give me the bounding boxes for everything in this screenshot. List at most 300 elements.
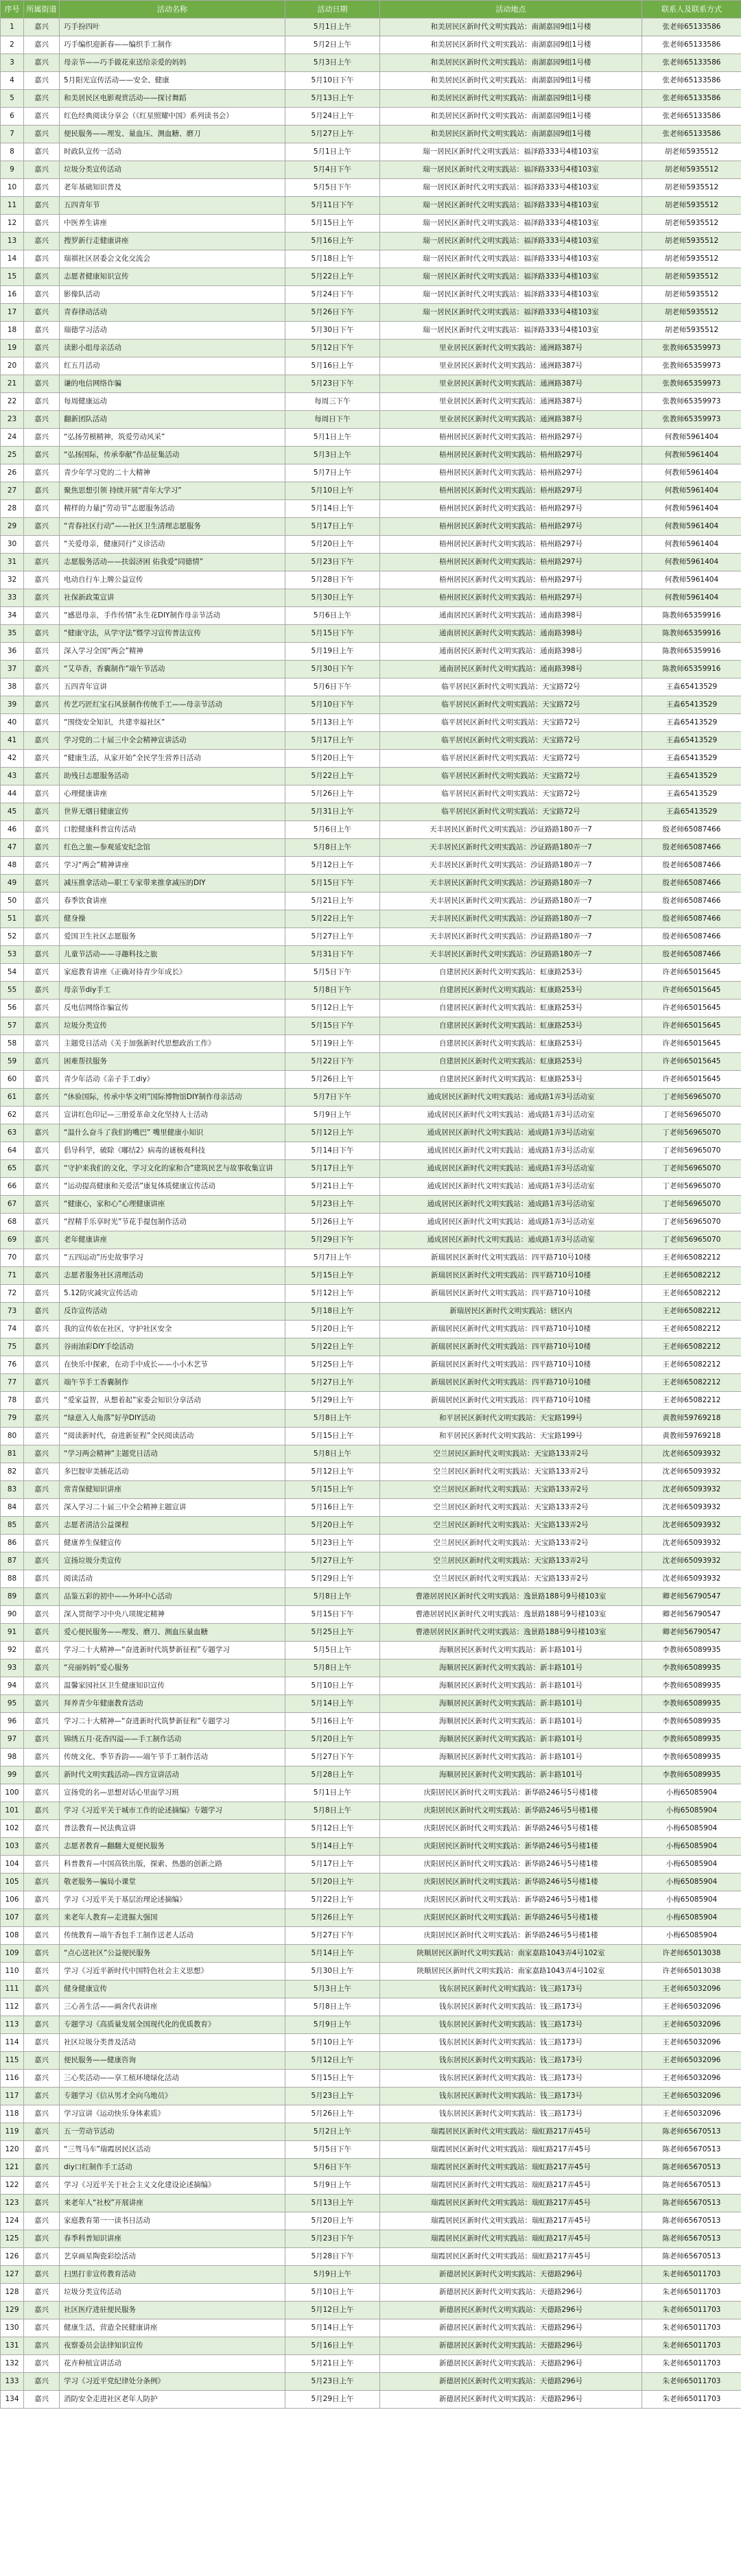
table-row [1, 1891, 741, 1909]
cell-contact: 张教师65359973 [642, 340, 741, 357]
cell-activity-date: 5月29日上午 [285, 1570, 380, 1588]
cell-activity-name: 社区医疗进驻便民服务 [60, 2302, 285, 2319]
cell-activity-name: 便民服务——理发、量血压、测血糖、磨刀 [60, 126, 285, 143]
table-row [1, 1784, 741, 1802]
cell-activity-name: 红色之旅—参观延安纪念馆 [60, 839, 285, 857]
cell-street: 嘉兴 [24, 1820, 60, 1838]
table-row [1, 1552, 741, 1570]
table-row [1, 982, 741, 1000]
cell-activity-location: 新瑞居民区新时代文明实践站：四平路710号10楼 [380, 1338, 642, 1356]
cell-activity-name: 儿童节活动——寻趣科技之旅 [60, 946, 285, 964]
cell-activity-location: 天丰居民区新时代文明实践站：沙证路路180弄一7 [380, 910, 642, 928]
table-row [1, 357, 741, 375]
cell-activity-location: 天丰居民区新时代文明实践站：沙证路路180弄一7 [380, 839, 642, 857]
cell-activity-date: 5月30日上午 [285, 1963, 380, 1981]
cell-street: 嘉兴 [24, 1731, 60, 1749]
cell-contact: 丁老师56965070 [642, 1231, 741, 1249]
cell-index: 42 [1, 750, 24, 768]
cell-index: 112 [1, 1998, 24, 2016]
cell-index: 121 [1, 2159, 24, 2177]
cell-contact: 许老师65015645 [642, 1053, 741, 1071]
cell-activity-location: 瑞一居民区新时代文明实践站：福泽路333号4楼103室 [380, 215, 642, 233]
cell-street: 嘉兴 [24, 785, 60, 803]
cell-index: 9 [1, 161, 24, 179]
cell-activity-date: 5月9日上午 [285, 2177, 380, 2195]
cell-street: 嘉兴 [24, 1428, 60, 1445]
cell-activity-name: 在快乐中探索，在动手中成长——小小木艺节 [60, 1356, 285, 1374]
cell-index: 89 [1, 1588, 24, 1606]
cell-street: 嘉兴 [24, 1000, 60, 1017]
cell-activity-date: 5月26日下午 [285, 304, 380, 322]
cell-contact: 王淼65413529 [642, 785, 741, 803]
cell-activity-date: 5月7日上午 [285, 1249, 380, 1267]
cell-street: 嘉兴 [24, 2212, 60, 2230]
cell-activity-name: 学习《习近平关于基层治理论述摘编》 [60, 1891, 285, 1909]
cell-index: 11 [1, 197, 24, 215]
cell-activity-name: 减压推拿活动—职工专家带来推拿减压的DIY [60, 875, 285, 893]
header-contact: 联系人及联系方式 [642, 1, 741, 19]
table-row [1, 1035, 741, 1053]
cell-activity-date: 5月30日下午 [285, 661, 380, 678]
cell-index: 105 [1, 1874, 24, 1891]
cell-activity-name: 三心善生活——画舍代表讲座 [60, 1998, 285, 2016]
cell-index: 64 [1, 1142, 24, 1160]
cell-activity-date: 5月5日上午 [285, 1642, 380, 1659]
cell-activity-name: 每周健康运动 [60, 393, 285, 411]
cell-activity-date: 5月23日上午 [285, 1535, 380, 1552]
cell-activity-location: 陕顺居民区新时代文明实践站：南家嘉路1043弄4号102室 [380, 1963, 642, 1981]
cell-index: 132 [1, 2355, 24, 2373]
cell-activity-name: 学习《习近平关于城市工作的论述摘编》专题学习 [60, 1802, 285, 1820]
cell-activity-location: 钱东居民区新时代文明实践站：钱三路173号 [380, 2034, 642, 2052]
cell-index: 107 [1, 1909, 24, 1927]
cell-index: 32 [1, 571, 24, 589]
cell-activity-location: 和美居民区新时代文明实践站：南湖嘉园9组1号楼 [380, 90, 642, 108]
cell-activity-name: 谦的电信网络诈骗 [60, 375, 285, 393]
cell-activity-location: 新德居民区新时代文明实践站：天德路296号 [380, 2266, 642, 2284]
cell-contact: 殷老师65087466 [642, 857, 741, 875]
cell-street: 嘉兴 [24, 1891, 60, 1909]
cell-street: 嘉兴 [24, 696, 60, 714]
cell-street: 嘉兴 [24, 2284, 60, 2302]
cell-index: 13 [1, 233, 24, 250]
cell-activity-name: 社保新政策宣讲 [60, 589, 285, 607]
cell-activity-name: 艺享画星陶瓷彩绘活动 [60, 2248, 285, 2266]
cell-activity-location: 瑞霞居民区新时代文明实践站：瑞虹路217弄45号 [380, 2195, 642, 2212]
cell-contact: 何教师5961404 [642, 429, 741, 447]
cell-activity-location: 和美居民区新时代文明实践站：南湖嘉园9组1号楼 [380, 19, 642, 36]
cell-activity-date: 5月13日上午 [285, 90, 380, 108]
cell-activity-date: 5月27日下午 [285, 1927, 380, 1945]
cell-activity-date: 5月12日上午 [285, 1124, 380, 1142]
cell-index: 72 [1, 1285, 24, 1303]
cell-street: 嘉兴 [24, 1802, 60, 1820]
cell-street: 嘉兴 [24, 910, 60, 928]
cell-activity-date: 5月14日上午 [285, 2319, 380, 2337]
cell-contact: 陈教师65359916 [642, 661, 741, 678]
cell-street: 嘉兴 [24, 1856, 60, 1874]
cell-index: 45 [1, 803, 24, 821]
cell-activity-date: 5月16日上午 [285, 1713, 380, 1731]
table-row [1, 2105, 741, 2123]
cell-activity-date: 5月14日上午 [285, 1945, 380, 1963]
table-row [1, 161, 741, 179]
cell-index: 37 [1, 661, 24, 678]
table-row [1, 857, 741, 875]
cell-index: 79 [1, 1410, 24, 1428]
table-row [1, 2248, 741, 2266]
cell-activity-name: 宣讲红色印记—三册爱革命文化坚持人士活动 [60, 1107, 285, 1124]
cell-activity-location: 自建居民区新时代文明实践站：虹康路253号 [380, 1000, 642, 1017]
cell-activity-name: 阅读活动 [60, 1570, 285, 1588]
table-row [1, 1713, 741, 1731]
table-row [1, 233, 741, 250]
cell-activity-date: 5月19日上午 [285, 1035, 380, 1053]
cell-activity-location: 新瑞居民区新时代文明实践站：四平路710号10楼 [380, 1321, 642, 1338]
table-row [1, 946, 741, 964]
cell-contact: 小梅65085904 [642, 1856, 741, 1874]
cell-contact: 朱老师65011703 [642, 2337, 741, 2355]
cell-contact: 许老师65015645 [642, 964, 741, 982]
cell-contact: 李教师65089935 [642, 1713, 741, 1731]
cell-activity-location: 通南居民区新时代文明实践站：通南路398号 [380, 607, 642, 625]
cell-contact: 胡老师5935512 [642, 322, 741, 340]
cell-activity-name: 专题学习《高质量发展全国现代化的优质教育》 [60, 2016, 285, 2034]
cell-activity-date: 5月15日下午 [285, 1017, 380, 1035]
cell-activity-name: “捏精手乐享时光”节花手提包制作活动 [60, 1214, 285, 1231]
cell-activity-date: 5月16日上午 [285, 357, 380, 375]
cell-index: 47 [1, 839, 24, 857]
cell-activity-location: 新瑞居民区新时代文明实践站：四平路710号10楼 [380, 1267, 642, 1285]
cell-activity-date: 5月2日上午 [285, 2123, 380, 2141]
cell-activity-location: 通南居民区新时代文明实践站：通南路398号 [380, 625, 642, 643]
cell-street: 嘉兴 [24, 2355, 60, 2373]
cell-activity-date: 5月15日上午 [285, 1428, 380, 1445]
cell-activity-location: 瑞霞居民区新时代文明实践站：瑞虹路217弄45号 [380, 2123, 642, 2141]
cell-contact: 王淼65413529 [642, 678, 741, 696]
cell-street: 嘉兴 [24, 1231, 60, 1249]
cell-activity-location: 曹港居居民区新时代文明实践站：逸景路188号9号楼103室 [380, 1606, 642, 1624]
cell-activity-location: 天丰居民区新时代文明实践站：沙证路路180弄一7 [380, 893, 642, 910]
cell-activity-location: 瑞霞居民区新时代文明实践站：瑞虹路217弄45号 [380, 2177, 642, 2195]
table-row [1, 1963, 741, 1981]
cell-activity-name: 翻新团队活动 [60, 411, 285, 429]
cell-contact: 何教师5961404 [642, 482, 741, 500]
cell-activity-name: 反电信网络诈骗宣传 [60, 1000, 285, 1017]
cell-activity-date: 5月28日下午 [285, 2248, 380, 2266]
table-row [1, 19, 741, 36]
cell-activity-location: 庆阳居民区新时代文明实践站：新华路246号5号楼1楼 [380, 1856, 642, 1874]
cell-contact: 何教师5961404 [642, 589, 741, 607]
cell-activity-date: 5月31日上午 [285, 803, 380, 821]
cell-contact: 朱老师65011703 [642, 2373, 741, 2391]
cell-activity-date: 5月13日上午 [285, 2195, 380, 2212]
cell-activity-date: 5月16日上午 [285, 2337, 380, 2355]
table-row [1, 839, 741, 857]
cell-activity-name: “弘扬劳模精神，筑爱劳动风采” [60, 429, 285, 447]
cell-activity-name: “温什么奋斗了我们的嘴巴” 嘴里健康小知识 [60, 1124, 285, 1142]
cell-contact: 王老师65082212 [642, 1338, 741, 1356]
cell-activity-name: “艾草香，香囊制作”端午节活动 [60, 661, 285, 678]
cell-street: 嘉兴 [24, 179, 60, 197]
cell-activity-date: 5月6日下午 [285, 2159, 380, 2177]
cell-activity-date: 5月4日下午 [285, 161, 380, 179]
cell-contact: 王老师65082212 [642, 1285, 741, 1303]
cell-street: 嘉兴 [24, 607, 60, 625]
cell-activity-name: 科普教育—中国高铁出版，探索、热愚的创新之路 [60, 1856, 285, 1874]
table-row [1, 1428, 741, 1445]
table-row [1, 2123, 741, 2141]
table-row [1, 1945, 741, 1963]
cell-activity-date: 5月28日上午 [285, 1766, 380, 1784]
cell-activity-location: 瑞一居民区新时代文明实践站：福泽路333号4楼103室 [380, 233, 642, 250]
cell-contact: 王老师65032096 [642, 2052, 741, 2070]
cell-activity-date: 5月14日上午 [285, 1695, 380, 1713]
cell-activity-location: 空兰居民区新时代文明实践站：天宝路133弄2号 [380, 1517, 642, 1535]
cell-activity-location: 和美居民区新时代文明实践站：南湖嘉园9组1号楼 [380, 54, 642, 72]
table-row [1, 250, 741, 268]
table-row [1, 304, 741, 322]
cell-index: 100 [1, 1784, 24, 1802]
cell-activity-name: 志愿者服务社区清理活动 [60, 1267, 285, 1285]
cell-activity-location: 通成居民区新时代文明实践站：通成路1弄3号活动室 [380, 1089, 642, 1107]
cell-street: 嘉兴 [24, 2230, 60, 2248]
cell-activity-name: “围绕安全知识，共建幸福社区” [60, 714, 285, 732]
cell-activity-date: 5月8日上午 [285, 839, 380, 857]
cell-index: 2 [1, 36, 24, 54]
cell-index: 130 [1, 2319, 24, 2337]
cell-activity-date: 5月15日上午 [285, 215, 380, 233]
cell-activity-date: 5月8日下午 [285, 982, 380, 1000]
cell-index: 19 [1, 340, 24, 357]
cell-street: 嘉兴 [24, 1035, 60, 1053]
table-row [1, 1909, 741, 1927]
table-row [1, 2355, 741, 2373]
cell-street: 嘉兴 [24, 36, 60, 54]
cell-street: 嘉兴 [24, 286, 60, 304]
cell-street: 嘉兴 [24, 1838, 60, 1856]
cell-activity-location: 自建居民区新时代文明实践站：虹康路253号 [380, 1071, 642, 1089]
cell-activity-name: 聚焦思想引领 持续开展“青年大学习” [60, 482, 285, 500]
cell-activity-name: 我的宣传依在社区，守护社区安全 [60, 1321, 285, 1338]
table-row [1, 803, 741, 821]
table-row [1, 1356, 741, 1374]
cell-street: 嘉兴 [24, 357, 60, 375]
cell-street: 嘉兴 [24, 2266, 60, 2284]
cell-index: 18 [1, 322, 24, 340]
cell-contact: 殷老师65087466 [642, 946, 741, 964]
cell-index: 30 [1, 536, 24, 554]
cell-street: 嘉兴 [24, 839, 60, 857]
cell-activity-date: 5月26日上午 [285, 1214, 380, 1231]
cell-activity-date: 5月3日上午 [285, 54, 380, 72]
cell-street: 嘉兴 [24, 1659, 60, 1677]
cell-activity-location: 庆阳居民区新时代文明实践站：新华路246号5号楼1楼 [380, 1874, 642, 1891]
cell-activity-date: 5月3日上午 [285, 1981, 380, 1998]
cell-activity-name: 电动自行车上牌公益宣传 [60, 571, 285, 589]
table-row [1, 2212, 741, 2230]
cell-activity-name: 爱心便民服务——理发、磨刀、测血压量血糖 [60, 1624, 285, 1642]
cell-contact: 李教师65089935 [642, 1659, 741, 1677]
cell-contact: 朱老师65011703 [642, 2266, 741, 2284]
cell-activity-location: 庆阳居民区新时代文明实践站：新华路246号5号楼1楼 [380, 1891, 642, 1909]
cell-index: 12 [1, 215, 24, 233]
table-row [1, 2159, 741, 2177]
table-row [1, 1981, 741, 1998]
cell-index: 3 [1, 54, 24, 72]
table-row [1, 2088, 741, 2105]
cell-activity-name: 口腔健康科普宣传活动 [60, 821, 285, 839]
cell-index: 117 [1, 2088, 24, 2105]
cell-activity-location: 通成居民区新时代文明实践站：通成路1弄3号活动室 [380, 1214, 642, 1231]
cell-contact: 张老师65133586 [642, 19, 741, 36]
cell-street: 嘉兴 [24, 2141, 60, 2159]
cell-activity-location: 临平居民区新时代文明实践站：天宝路72号 [380, 785, 642, 803]
cell-activity-name: 困难帮扶服务 [60, 1053, 285, 1071]
table-row [1, 1445, 741, 1463]
cell-contact: 陈老师65670513 [642, 2141, 741, 2159]
cell-contact: 张老师65133586 [642, 90, 741, 108]
cell-activity-location: 天丰居民区新时代文明实践站：沙证路路180弄一7 [380, 821, 642, 839]
table-row [1, 2070, 741, 2088]
cell-street: 嘉兴 [24, 1178, 60, 1196]
cell-activity-location: 庆阳居民区新时代文明实践站：新华路246号5号楼1楼 [380, 1784, 642, 1802]
cell-activity-location: 钱东居民区新时代文明实践站：钱三路173号 [380, 1981, 642, 1998]
cell-index: 51 [1, 910, 24, 928]
cell-activity-name: 家庭教育第一一读书日活动 [60, 2212, 285, 2230]
cell-activity-location: 和平居民区新时代文明实践站：天宝路199号 [380, 1428, 642, 1445]
cell-activity-location: 庆阳居民区新时代文明实践站：新华路246号5号楼1楼 [380, 1838, 642, 1856]
cell-index: 62 [1, 1107, 24, 1124]
cell-activity-location: 瑞一居民区新时代文明实践站：福泽路333号4楼103室 [380, 143, 642, 161]
cell-activity-location: 临平居民区新时代文明实践站：天宝路72号 [380, 732, 642, 750]
cell-activity-date: 5月12日上午 [285, 1463, 380, 1481]
cell-street: 嘉兴 [24, 1624, 60, 1642]
cell-activity-date: 5月14日下午 [285, 1142, 380, 1160]
cell-activity-date: 5月23日下午 [285, 375, 380, 393]
cell-activity-name: 学习二十大精神—“奋进新时代筑梦新征程”专题学习 [60, 1642, 285, 1659]
cell-index: 52 [1, 928, 24, 946]
cell-activity-date: 5月6日上午 [285, 821, 380, 839]
cell-contact: 王淼65413529 [642, 768, 741, 785]
cell-activity-date: 5月14日上午 [285, 1838, 380, 1856]
cell-contact: 李教师65089935 [642, 1749, 741, 1766]
cell-activity-date: 5月8日上午 [285, 1588, 380, 1606]
cell-index: 98 [1, 1749, 24, 1766]
cell-activity-location: 新瑞居民区新时代文明实践站：四平路710号10楼 [380, 1392, 642, 1410]
cell-activity-location: 和平居民区新时代文明实践站：天宝路199号 [380, 1410, 642, 1428]
cell-contact: 胡老师5935512 [642, 304, 741, 322]
cell-activity-date: 5月8日上午 [285, 1998, 380, 2016]
cell-index: 99 [1, 1766, 24, 1784]
cell-activity-name: 专题学习《信从男才全向乌地员》 [60, 2088, 285, 2105]
cell-activity-location: 和美居民区新时代文明实践站：南湖嘉园9组1号楼 [380, 108, 642, 126]
table-row [1, 2391, 741, 2409]
cell-activity-date: 5月18日上午 [285, 250, 380, 268]
cell-activity-name: 垃圾分类宣传活动 [60, 2284, 285, 2302]
table-row [1, 2195, 741, 2212]
cell-activity-name: “运动提高健康和关爱活”康复体质健康宣传活动 [60, 1178, 285, 1196]
cell-activity-date: 5月1日上午 [285, 19, 380, 36]
cell-street: 嘉兴 [24, 2088, 60, 2105]
cell-contact: 许老师65015645 [642, 1000, 741, 1017]
cell-street: 嘉兴 [24, 143, 60, 161]
cell-activity-name: 健身健康宣传 [60, 1981, 285, 1998]
cell-activity-location: 和美居民区新时代文明实践站：南湖嘉园9组1号楼 [380, 126, 642, 143]
cell-contact: 小梅65085904 [642, 1874, 741, 1891]
cell-index: 59 [1, 1053, 24, 1071]
cell-street: 嘉兴 [24, 1998, 60, 2016]
table-row [1, 821, 741, 839]
table-row [1, 179, 741, 197]
cell-contact: 陈教师65359916 [642, 625, 741, 643]
table-row [1, 1588, 741, 1606]
cell-contact: 胡老师5935512 [642, 250, 741, 268]
table-row [1, 1463, 741, 1481]
cell-contact: 许老师65015645 [642, 1017, 741, 1035]
cell-street: 嘉兴 [24, 429, 60, 447]
cell-street: 嘉兴 [24, 2391, 60, 2409]
cell-index: 116 [1, 2070, 24, 2088]
cell-street: 嘉兴 [24, 1463, 60, 1481]
cell-index: 48 [1, 857, 24, 875]
cell-index: 63 [1, 1124, 24, 1142]
cell-activity-name: 老年基础知识普及 [60, 179, 285, 197]
table-row [1, 429, 741, 447]
cell-street: 嘉兴 [24, 2159, 60, 2177]
cell-activity-name: 家庭教育讲座《正确对待青少年成长》 [60, 964, 285, 982]
cell-index: 87 [1, 1552, 24, 1570]
cell-street: 嘉兴 [24, 875, 60, 893]
cell-street: 嘉兴 [24, 72, 60, 90]
cell-activity-date: 5月12日上午 [285, 2302, 380, 2319]
cell-activity-name: 红色经典阅读分享会（《红星照耀中国》系列读书会） [60, 108, 285, 126]
table-row [1, 1695, 741, 1713]
cell-street: 嘉兴 [24, 1392, 60, 1410]
cell-street: 嘉兴 [24, 1214, 60, 1231]
cell-contact: 殷老师65087466 [642, 928, 741, 946]
cell-index: 50 [1, 893, 24, 910]
cell-street: 嘉兴 [24, 1963, 60, 1981]
cell-activity-name: “感恩母亲，手作传情”永生花DIY制作母亲节活动 [60, 607, 285, 625]
cell-contact: 殷老师65087466 [642, 893, 741, 910]
cell-street: 嘉兴 [24, 1909, 60, 1927]
cell-activity-date: 5月26日上午 [285, 2105, 380, 2123]
table-row [1, 1802, 741, 1820]
cell-activity-name: 拜养青少年健康教育活动 [60, 1695, 285, 1713]
cell-index: 93 [1, 1659, 24, 1677]
table-row [1, 1285, 741, 1303]
cell-activity-location: 梧州居民区新时代文明实践站：梧州路297号 [380, 589, 642, 607]
cell-activity-date: 5月15日下午 [285, 875, 380, 893]
cell-activity-name: 春季饮食讲座 [60, 893, 285, 910]
cell-street: 嘉兴 [24, 2034, 60, 2052]
cell-index: 14 [1, 250, 24, 268]
cell-street: 嘉兴 [24, 233, 60, 250]
cell-activity-name: 青少年活动《亲子手工diy》 [60, 1071, 285, 1089]
cell-contact: 沈老师65093932 [642, 1499, 741, 1517]
cell-activity-date: 5月12日上午 [285, 1820, 380, 1838]
cell-index: 124 [1, 2212, 24, 2230]
cell-activity-date: 5月13日上午 [285, 714, 380, 732]
table-row [1, 732, 741, 750]
cell-activity-location: 里业居民区新时代文明实践站：通洲路387号 [380, 340, 642, 357]
cell-index: 35 [1, 625, 24, 643]
cell-street: 嘉兴 [24, 1249, 60, 1267]
cell-contact: 陈老师65670513 [642, 2177, 741, 2195]
cell-contact: 张老师65133586 [642, 108, 741, 126]
cell-activity-date: 5月8日上午 [285, 1659, 380, 1677]
